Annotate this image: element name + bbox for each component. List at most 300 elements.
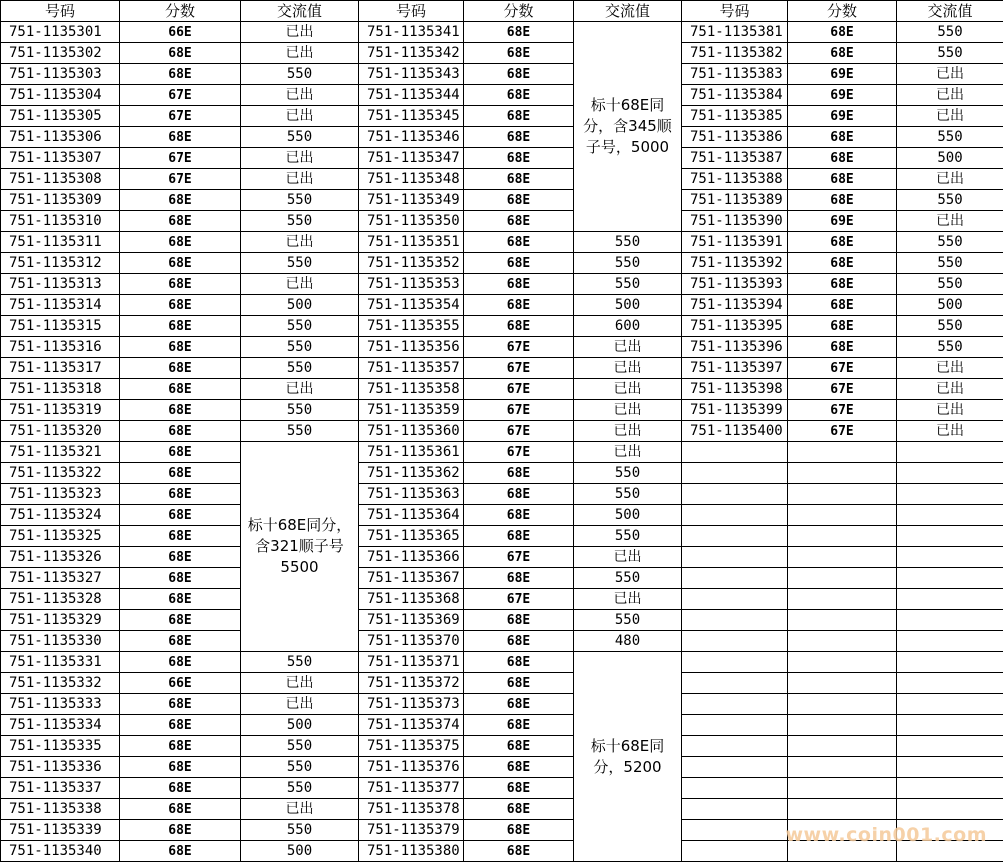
number-cell: 751-1135347 <box>359 148 464 169</box>
score-cell: 68E <box>464 631 574 652</box>
score-cell: 68E <box>464 190 574 211</box>
empty-cell <box>897 652 1003 673</box>
number-cell: 751-1135356 <box>359 337 464 358</box>
number-cell: 751-1135340 <box>1 841 120 862</box>
number-cell: 751-1135353 <box>359 274 464 295</box>
header-number-1: 号码 <box>1 1 120 22</box>
table-row <box>1 64 1003 85</box>
header-value-3: 交流值 <box>897 1 1003 22</box>
score-cell: 67E <box>464 421 574 442</box>
score-cell: 69E <box>788 85 897 106</box>
score-cell: 68E <box>464 715 574 736</box>
score-cell: 68E <box>464 757 574 778</box>
number-cell: 751-1135386 <box>682 127 788 148</box>
empty-cell <box>788 484 897 505</box>
empty-cell <box>897 673 1003 694</box>
value-cell: 550 <box>897 316 1003 337</box>
number-cell: 751-1135342 <box>359 43 464 64</box>
number-cell: 751-1135390 <box>682 211 788 232</box>
score-cell: 68E <box>464 64 574 85</box>
value-cell: 已出 <box>897 421 1003 442</box>
value-cell: 已出 <box>241 274 359 295</box>
number-cell: 751-1135358 <box>359 379 464 400</box>
number-cell: 751-1135306 <box>1 127 120 148</box>
score-cell: 68E <box>464 295 574 316</box>
number-cell: 751-1135396 <box>682 337 788 358</box>
score-cell: 67E <box>788 400 897 421</box>
empty-cell <box>788 442 897 463</box>
empty-cell <box>682 778 788 799</box>
value-cell: 500 <box>241 295 359 316</box>
table-row <box>1 652 1003 673</box>
value-cell: 550 <box>574 463 682 484</box>
score-cell: 68E <box>788 274 897 295</box>
number-cell: 751-1135360 <box>359 421 464 442</box>
group-note-cell: 标十68E同分，含321顺子号5500 <box>241 442 359 652</box>
value-cell: 550 <box>574 484 682 505</box>
table-row <box>1 127 1003 148</box>
number-cell: 751-1135337 <box>1 778 120 799</box>
table-row <box>1 526 1003 547</box>
value-cell: 已出 <box>241 43 359 64</box>
header-score-2: 分数 <box>464 1 574 22</box>
score-cell: 68E <box>120 820 241 841</box>
value-cell: 600 <box>574 316 682 337</box>
number-cell: 751-1135301 <box>1 22 120 43</box>
number-cell: 751-1135317 <box>1 358 120 379</box>
empty-cell <box>897 484 1003 505</box>
score-cell: 67E <box>464 358 574 379</box>
score-cell: 68E <box>120 757 241 778</box>
number-cell: 751-1135333 <box>1 694 120 715</box>
table-row <box>1 85 1003 106</box>
value-cell: 550 <box>241 757 359 778</box>
empty-cell <box>682 841 788 862</box>
score-cell: 68E <box>464 505 574 526</box>
header-value-1: 交流值 <box>241 1 359 22</box>
number-cell: 751-1135376 <box>359 757 464 778</box>
score-cell: 67E <box>120 148 241 169</box>
empty-cell <box>897 505 1003 526</box>
score-cell: 68E <box>120 841 241 862</box>
number-cell: 751-1135328 <box>1 589 120 610</box>
header-number-2: 号码 <box>359 1 464 22</box>
number-cell: 751-1135359 <box>359 400 464 421</box>
empty-cell <box>788 547 897 568</box>
number-cell: 751-1135364 <box>359 505 464 526</box>
value-cell: 已出 <box>897 106 1003 127</box>
score-cell: 68E <box>464 673 574 694</box>
table-row <box>1 274 1003 295</box>
score-cell: 68E <box>120 568 241 589</box>
value-cell: 550 <box>241 190 359 211</box>
score-cell: 68E <box>464 778 574 799</box>
table-row <box>1 295 1003 316</box>
number-cell: 751-1135379 <box>359 820 464 841</box>
header-row <box>1 1 1003 22</box>
table-row <box>1 757 1003 778</box>
table-row <box>1 421 1003 442</box>
header-score-3: 分数 <box>788 1 897 22</box>
score-cell: 68E <box>788 148 897 169</box>
value-cell: 已出 <box>574 421 682 442</box>
score-cell: 68E <box>464 736 574 757</box>
empty-cell <box>682 631 788 652</box>
number-cell: 751-1135383 <box>682 64 788 85</box>
value-cell: 500 <box>897 295 1003 316</box>
value-cell: 已出 <box>574 442 682 463</box>
value-cell: 550 <box>241 421 359 442</box>
number-cell: 751-1135346 <box>359 127 464 148</box>
score-cell: 68E <box>788 232 897 253</box>
number-cell: 751-1135367 <box>359 568 464 589</box>
score-cell: 68E <box>120 295 241 316</box>
score-cell: 68E <box>120 211 241 232</box>
score-cell: 68E <box>464 526 574 547</box>
score-cell: 68E <box>120 799 241 820</box>
number-cell: 751-1135313 <box>1 274 120 295</box>
number-cell: 751-1135393 <box>682 274 788 295</box>
value-cell: 550 <box>241 253 359 274</box>
empty-cell <box>897 610 1003 631</box>
number-cell: 751-1135355 <box>359 316 464 337</box>
table-row <box>1 673 1003 694</box>
empty-cell <box>897 778 1003 799</box>
value-cell: 已出 <box>897 169 1003 190</box>
empty-cell <box>682 799 788 820</box>
value-cell: 已出 <box>574 358 682 379</box>
value-cell: 550 <box>897 274 1003 295</box>
table-row <box>1 316 1003 337</box>
score-cell: 68E <box>120 421 241 442</box>
number-cell: 751-1135398 <box>682 379 788 400</box>
empty-cell <box>897 463 1003 484</box>
score-cell: 67E <box>464 337 574 358</box>
header-number-3: 号码 <box>682 1 788 22</box>
table-row <box>1 211 1003 232</box>
empty-cell <box>897 694 1003 715</box>
empty-cell <box>788 778 897 799</box>
number-cell: 751-1135373 <box>359 694 464 715</box>
number-cell: 751-1135368 <box>359 589 464 610</box>
header-value-2: 交流值 <box>574 1 682 22</box>
number-cell: 751-1135392 <box>682 253 788 274</box>
number-cell: 751-1135312 <box>1 253 120 274</box>
score-cell: 68E <box>464 232 574 253</box>
number-cell: 751-1135371 <box>359 652 464 673</box>
score-cell: 68E <box>464 841 574 862</box>
score-cell: 68E <box>120 232 241 253</box>
table-row <box>1 715 1003 736</box>
empty-cell <box>788 505 897 526</box>
table-row <box>1 190 1003 211</box>
score-cell: 67E <box>788 379 897 400</box>
empty-cell <box>897 631 1003 652</box>
score-cell: 68E <box>788 169 897 190</box>
empty-cell <box>682 652 788 673</box>
value-cell: 550 <box>241 127 359 148</box>
value-cell: 已出 <box>897 85 1003 106</box>
empty-cell <box>788 757 897 778</box>
number-cell: 751-1135389 <box>682 190 788 211</box>
empty-cell <box>897 526 1003 547</box>
empty-cell <box>788 736 897 757</box>
value-cell: 550 <box>897 337 1003 358</box>
value-cell: 已出 <box>241 106 359 127</box>
number-cell: 751-1135307 <box>1 148 120 169</box>
number-cell: 751-1135365 <box>359 526 464 547</box>
group-note-cell: 标十68E同分，含345顺子号，5000 <box>574 22 682 232</box>
score-cell: 67E <box>464 547 574 568</box>
number-cell: 751-1135381 <box>682 22 788 43</box>
score-cell: 68E <box>464 463 574 484</box>
number-cell: 751-1135330 <box>1 631 120 652</box>
table-row <box>1 400 1003 421</box>
value-cell: 550 <box>241 778 359 799</box>
score-cell: 68E <box>788 337 897 358</box>
empty-cell <box>897 715 1003 736</box>
value-cell: 已出 <box>897 211 1003 232</box>
empty-cell <box>682 526 788 547</box>
number-cell: 751-1135395 <box>682 316 788 337</box>
score-cell: 68E <box>120 715 241 736</box>
value-cell: 550 <box>574 274 682 295</box>
table-row <box>1 253 1003 274</box>
value-cell: 480 <box>574 631 682 652</box>
number-cell: 751-1135391 <box>682 232 788 253</box>
empty-cell <box>897 547 1003 568</box>
empty-cell <box>788 589 897 610</box>
number-cell: 751-1135357 <box>359 358 464 379</box>
number-cell: 751-1135341 <box>359 22 464 43</box>
table-row <box>1 484 1003 505</box>
score-cell: 68E <box>120 400 241 421</box>
empty-cell <box>788 610 897 631</box>
empty-cell <box>897 799 1003 820</box>
score-cell: 68E <box>120 337 241 358</box>
score-cell: 68E <box>464 43 574 64</box>
table-row <box>1 778 1003 799</box>
number-cell: 751-1135318 <box>1 379 120 400</box>
value-cell: 已出 <box>241 148 359 169</box>
score-cell: 67E <box>788 421 897 442</box>
number-cell: 751-1135302 <box>1 43 120 64</box>
value-cell: 已出 <box>897 400 1003 421</box>
table-row <box>1 610 1003 631</box>
number-cell: 751-1135397 <box>682 358 788 379</box>
score-cell: 67E <box>464 589 574 610</box>
value-cell: 550 <box>574 232 682 253</box>
number-cell: 751-1135314 <box>1 295 120 316</box>
score-cell: 68E <box>464 253 574 274</box>
empty-cell <box>788 568 897 589</box>
value-cell: 550 <box>241 400 359 421</box>
value-cell: 550 <box>241 337 359 358</box>
number-cell: 751-1135370 <box>359 631 464 652</box>
score-cell: 68E <box>120 652 241 673</box>
value-cell: 550 <box>241 820 359 841</box>
number-cell: 751-1135305 <box>1 106 120 127</box>
number-cell: 751-1135348 <box>359 169 464 190</box>
score-cell: 68E <box>464 85 574 106</box>
number-cell: 751-1135332 <box>1 673 120 694</box>
score-cell: 68E <box>120 526 241 547</box>
number-cell: 751-1135316 <box>1 337 120 358</box>
number-cell: 751-1135377 <box>359 778 464 799</box>
score-cell: 69E <box>788 64 897 85</box>
table-row <box>1 799 1003 820</box>
value-cell: 已出 <box>241 169 359 190</box>
score-cell: 68E <box>464 22 574 43</box>
score-cell: 68E <box>120 43 241 64</box>
number-cell: 751-1135369 <box>359 610 464 631</box>
empty-cell <box>682 589 788 610</box>
number-cell: 751-1135309 <box>1 190 120 211</box>
value-cell: 550 <box>897 127 1003 148</box>
number-cell: 751-1135326 <box>1 547 120 568</box>
number-cell: 751-1135335 <box>1 736 120 757</box>
number-cell: 751-1135320 <box>1 421 120 442</box>
value-cell: 550 <box>574 568 682 589</box>
value-cell: 550 <box>241 211 359 232</box>
empty-cell <box>788 673 897 694</box>
value-cell: 500 <box>241 841 359 862</box>
value-cell: 550 <box>574 526 682 547</box>
score-cell: 68E <box>788 316 897 337</box>
number-cell: 751-1135385 <box>682 106 788 127</box>
value-cell: 550 <box>574 610 682 631</box>
empty-cell <box>682 736 788 757</box>
value-cell: 已出 <box>897 379 1003 400</box>
score-cell: 68E <box>120 64 241 85</box>
empty-cell <box>788 715 897 736</box>
empty-cell <box>788 799 897 820</box>
score-cell: 68E <box>464 169 574 190</box>
score-cell: 68E <box>120 190 241 211</box>
empty-cell <box>682 610 788 631</box>
number-cell: 751-1135387 <box>682 148 788 169</box>
table-row <box>1 43 1003 64</box>
value-cell: 550 <box>897 190 1003 211</box>
table-row <box>1 379 1003 400</box>
empty-cell <box>788 631 897 652</box>
value-cell: 已出 <box>897 64 1003 85</box>
number-cell: 751-1135400 <box>682 421 788 442</box>
value-cell: 已出 <box>574 589 682 610</box>
table-row <box>1 169 1003 190</box>
empty-cell <box>682 673 788 694</box>
empty-cell <box>897 442 1003 463</box>
table-row <box>1 232 1003 253</box>
score-cell: 68E <box>464 316 574 337</box>
value-cell: 550 <box>574 253 682 274</box>
score-cell: 68E <box>464 127 574 148</box>
value-cell: 已出 <box>241 799 359 820</box>
number-cell: 751-1135345 <box>359 106 464 127</box>
number-cell: 751-1135394 <box>682 295 788 316</box>
score-cell: 68E <box>788 253 897 274</box>
table-row <box>1 589 1003 610</box>
score-cell: 67E <box>788 358 897 379</box>
empty-cell <box>682 484 788 505</box>
number-cell: 751-1135321 <box>1 442 120 463</box>
score-cell: 68E <box>464 106 574 127</box>
table-row <box>1 442 1003 463</box>
number-cell: 751-1135311 <box>1 232 120 253</box>
number-cell: 751-1135324 <box>1 505 120 526</box>
empty-cell <box>682 463 788 484</box>
table-row <box>1 22 1003 43</box>
number-cell: 751-1135327 <box>1 568 120 589</box>
score-cell: 67E <box>464 400 574 421</box>
number-cell: 751-1135372 <box>359 673 464 694</box>
number-cell: 751-1135380 <box>359 841 464 862</box>
score-cell: 68E <box>464 568 574 589</box>
score-cell: 69E <box>788 106 897 127</box>
number-cell: 751-1135323 <box>1 484 120 505</box>
value-cell: 500 <box>897 148 1003 169</box>
number-cell: 751-1135334 <box>1 715 120 736</box>
table-row <box>1 568 1003 589</box>
score-cell: 68E <box>120 316 241 337</box>
score-cell: 67E <box>464 379 574 400</box>
table-row <box>1 463 1003 484</box>
value-cell: 500 <box>574 295 682 316</box>
number-cell: 751-1135362 <box>359 463 464 484</box>
score-cell: 68E <box>464 211 574 232</box>
empty-cell <box>682 505 788 526</box>
score-cell: 68E <box>120 778 241 799</box>
header-score-1: 分数 <box>120 1 241 22</box>
number-cell: 751-1135399 <box>682 400 788 421</box>
value-cell: 550 <box>241 652 359 673</box>
value-cell: 已出 <box>241 379 359 400</box>
number-cell: 751-1135319 <box>1 400 120 421</box>
score-cell: 68E <box>464 148 574 169</box>
number-cell: 751-1135375 <box>359 736 464 757</box>
number-cell: 751-1135303 <box>1 64 120 85</box>
score-cell: 68E <box>788 127 897 148</box>
table-row <box>1 631 1003 652</box>
empty-cell <box>788 652 897 673</box>
score-cell: 68E <box>464 274 574 295</box>
score-cell: 68E <box>788 190 897 211</box>
score-cell: 68E <box>120 736 241 757</box>
number-cell: 751-1135350 <box>359 211 464 232</box>
value-cell: 已出 <box>574 337 682 358</box>
value-cell: 550 <box>897 22 1003 43</box>
empty-cell <box>682 820 788 841</box>
number-cell: 751-1135338 <box>1 799 120 820</box>
number-cell: 751-1135388 <box>682 169 788 190</box>
value-cell: 已出 <box>241 673 359 694</box>
score-cell: 68E <box>120 274 241 295</box>
table-row <box>1 694 1003 715</box>
score-cell: 68E <box>120 694 241 715</box>
value-cell: 550 <box>897 232 1003 253</box>
value-cell: 500 <box>574 505 682 526</box>
number-cell: 751-1135304 <box>1 85 120 106</box>
number-cell: 751-1135310 <box>1 211 120 232</box>
group-note-cell: 标十68E同分，5200 <box>574 652 682 862</box>
value-cell: 已出 <box>574 379 682 400</box>
value-cell: 550 <box>897 43 1003 64</box>
number-cell: 751-1135384 <box>682 85 788 106</box>
score-cell: 68E <box>464 799 574 820</box>
score-cell: 68E <box>120 484 241 505</box>
number-cell: 751-1135308 <box>1 169 120 190</box>
value-cell: 已出 <box>574 547 682 568</box>
